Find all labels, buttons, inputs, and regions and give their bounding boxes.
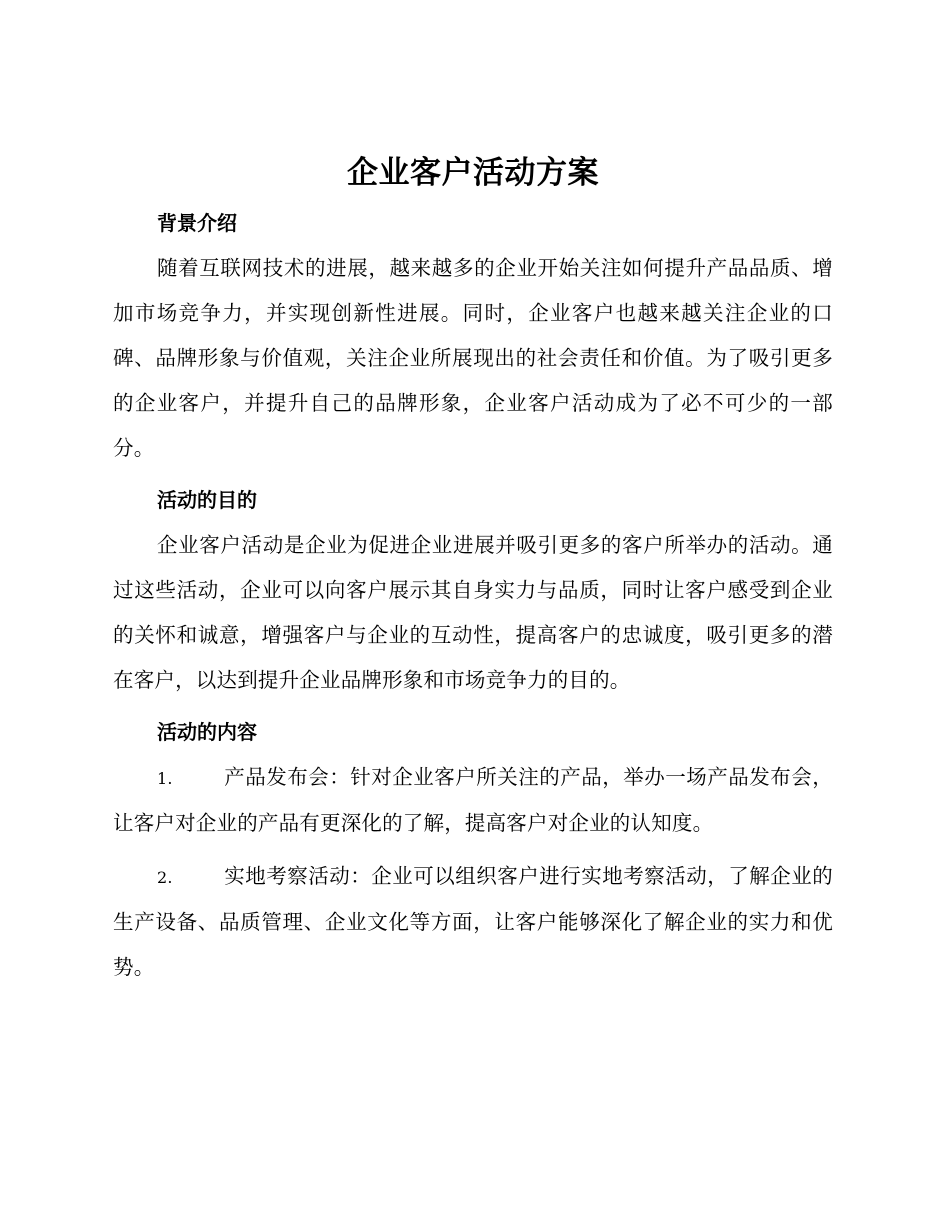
- document-page: [113, 150, 833, 998]
- document-title: 企业客户活动方案: [347, 155, 599, 191]
- list-item: [113, 755, 833, 846]
- section-heading-background: 背景介绍: [157, 211, 237, 235]
- section-heading-purpose: 活动的目的: [157, 488, 257, 512]
- list-item-number: 1.: [157, 769, 173, 788]
- list-item-number: 2.: [157, 868, 173, 887]
- list-item-text: 产品发布会：针对企业客户所关注的产品，举办一场产品发布会，让客户对企业的产品有更深化的了解，提高客户对企业的认知度。: [113, 765, 833, 835]
- section-heading-content: 活动的内容: [157, 720, 257, 744]
- section-paragraph-background: 随着互联网技术的进展，越来越多的企业开始关注如何提升产品品质、增加市场竞争力，并实现创新性进展。同时，企业客户也越来越关注企业的口碑、品牌形象与价值观，关注企业所展现出的社会责任和价值。为了吸引更多的企业客户，并提升自己的品牌形象，企业客户活动成为了必不可少的一部分。: [113, 256, 833, 460]
- list-item: [113, 854, 833, 990]
- section-paragraph-purpose: 企业客户活动是企业为促进企业进展并吸引更多的客户所举办的活动。通过这些活动，企业可以向客户展示其自身实力与品质，同时让客户感受到企业的关怀和诚意，增强客户与企业的互动性，提高客户的忠诚度，吸引更多的潜在客户，以达到提升企业品牌形象和市场竞争力的目的。: [113, 533, 833, 692]
- list-item-text: 实地考察活动：企业可以组织客户进行实地考察活动，了解企业的生产设备、品质管理、企业文化等方面，让客户能够深化了解企业的实力和优势。: [113, 864, 833, 979]
